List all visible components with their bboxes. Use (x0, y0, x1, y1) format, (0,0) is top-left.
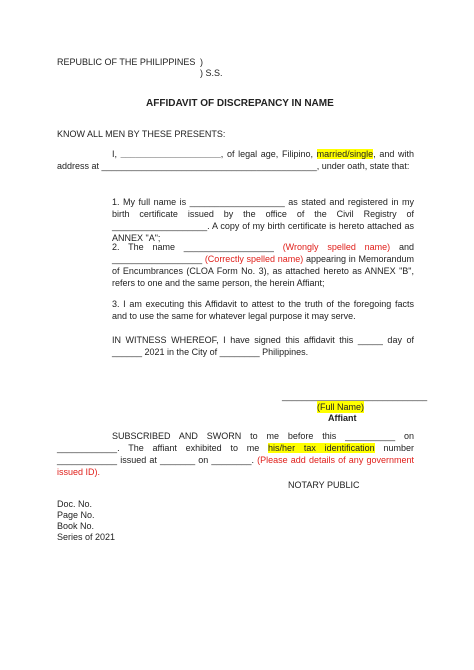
government-id-note: (Please add details of any government issued ID). (57, 455, 414, 477)
series-label: Series of 2021 (57, 532, 116, 542)
page-no-label: Page No. (57, 510, 95, 520)
intro-name-blank: ____________________ (120, 149, 221, 159)
know-all-men: KNOW ALL MEN BY THESE PRESENTS: (57, 129, 226, 139)
notary-public-label: NOTARY PUBLIC (288, 480, 360, 490)
item-2-paragraph (112, 241, 414, 289)
republic-heading: REPUBLIC OF THE PHILIPPINES (57, 57, 196, 67)
civil-status-highlight: married/single (316, 149, 374, 159)
affiant-label: Affiant (328, 413, 357, 423)
intro-text-1: I, (112, 149, 121, 159)
intro-text-3: , and with address at ___________________________________________, under oath, state that: (57, 149, 414, 171)
intro-paragraph (57, 148, 414, 172)
wrongly-spelled-note: (Wrongly spelled name) (282, 242, 391, 252)
book-no-label: Book No. (57, 521, 95, 531)
tin-highlight: his/her tax identification (268, 443, 375, 453)
item-3-paragraph: 3. I am executing this Affidavit to attest to the truth of the foregoing facts and to use the same for whatever legal purpose it may serve. (112, 299, 414, 321)
correctly-spelled-note: (Correctly spelled name) (204, 254, 304, 264)
ss-label: ) S.S. (200, 68, 223, 78)
witness-paragraph: IN WITNESS WHEREOF, I have signed this affidavit this _____ day of ______ 2021 in the City of ________ Philippines. (112, 335, 414, 357)
full-name-placeholder: (Full Name) (317, 402, 365, 412)
subscribed-paragraph (57, 430, 414, 478)
item-1-paragraph: 1. My full name is ___________________ as stated and registered in my birth certificate issued by the office of the Civil Registry of ___________________. A copy of my birth certificate is hereto attached as ANNEX "A"; (112, 197, 414, 243)
signature-line: _____________________________ (282, 391, 428, 401)
intro-text-2: , of legal age, Filipino, (220, 149, 317, 159)
venue-paren: ) (200, 57, 203, 67)
item-2-text-2: and __________________ (112, 242, 414, 264)
subscribed-text-2: number ____________ issued at _______ on ________. (57, 443, 414, 465)
subscribed-text-1: SUBSCRIBED AND SWORN to me before this __________ on ____________. The affiant exhibited to me (57, 431, 414, 453)
item-2-text-1: 2. The name __________________ (112, 242, 283, 252)
doc-no-label: Doc. No. (57, 499, 93, 509)
document-title: AFFIDAVIT OF DISCREPANCY IN NAME (146, 98, 334, 109)
item-2-text-3: appearing in Memorandum of Encumbrances (CLOA Form No. 3), as attached hereto as ANNEX "B", refers to one and the same person, the herein Affiant; (112, 254, 414, 288)
